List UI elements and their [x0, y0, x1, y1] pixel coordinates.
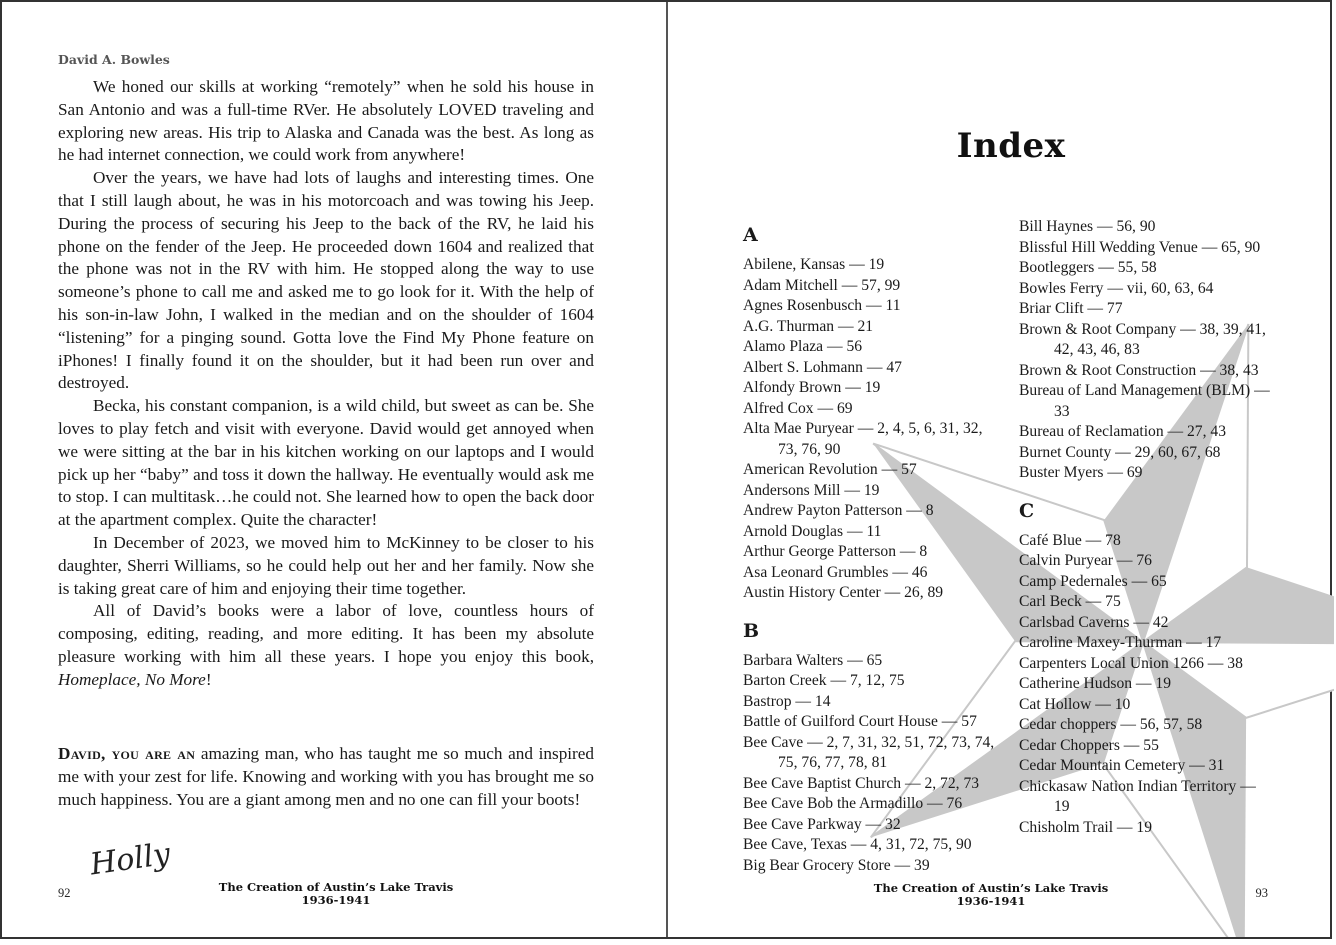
index-entry: American Revolution — 57	[743, 461, 917, 478]
index-entry: Bureau of Reclamation — 27, 43	[1019, 423, 1226, 440]
index-entry: Arnold Douglas — 11	[743, 522, 882, 540]
right-page	[668, 2, 1334, 937]
index-entry: Bee Cave — 2, 7, 31, 32, 51, 72, 73, 74, 75, 76, 77, 78, 81	[743, 733, 995, 771]
running-head: David A. Bowles	[58, 52, 170, 67]
footer-title	[841, 882, 1141, 908]
index-entry: Blissful Hill Wedding Venue — 65, 90	[1019, 238, 1261, 256]
section-gap	[743, 604, 1005, 612]
footer-title	[186, 881, 486, 907]
index-entry: Brown & Root Construction — 38, 43	[1019, 361, 1259, 379]
index-entry: Chickasaw Nation Indian Territory — 19	[1019, 777, 1256, 815]
footer-line: The Creation of Austin’s Lake Travis	[873, 881, 1109, 895]
index-entry: Bootleggers — 55, 58	[1019, 259, 1157, 276]
index-entry: Burnet County — 29, 60, 67, 68	[1019, 443, 1221, 461]
left-page	[2, 2, 668, 937]
paragraph: In December of 2023, we moved him to McKinney to be closer to his daughter, Sherri Williams, so he could help out her and her family. Now she is taking great care of him and enjoying their time together.	[58, 532, 594, 598]
index-entry: Andrew Payton Patterson — 8	[743, 502, 934, 519]
tribute	[58, 743, 594, 811]
index-entry: Alta Mae Puryear — 2, 4, 5, 6, 31, 32, 73, 76, 90	[743, 420, 983, 458]
footer-line: 1936-1941	[956, 894, 1026, 908]
index-entry: Caroline Maxey-Thurman — 17	[1019, 634, 1222, 651]
paragraph-end: !	[205, 669, 212, 689]
page-number: 92	[58, 886, 71, 900]
body-text	[58, 76, 594, 692]
index-entry: Bill Haynes — 56, 90	[1019, 218, 1156, 235]
index-entry: Alamo Plaza — 56	[743, 338, 863, 355]
index-entry: Buster Myers — 69	[1019, 464, 1143, 481]
index-entry: Bee Cave Baptist Church — 2, 72, 73	[743, 774, 980, 792]
page-number: 93	[1255, 886, 1268, 900]
index-entry: Battle of Guilford Court House — 57	[743, 713, 977, 730]
index-entry: Bureau of Land Management (BLM) — 33	[1019, 382, 1270, 420]
index-entry: Bowles Ferry — vii, 60, 63, 64	[1019, 279, 1214, 297]
index-letter-heading: C	[1019, 499, 1035, 522]
index-entry: Albert S. Lohmann — 47	[743, 358, 902, 376]
index-entry: Austin History Center — 26, 89	[743, 584, 944, 601]
index-entry: Cedar Choppers — 55	[1019, 736, 1159, 754]
paragraph: Over the years, we have had lots of laughs and interesting times. One that I still laugh about, he was in his motorcoach and was towing his Jeep. During the process of securing his Jeep to the back of the RV, he laid his phone on the fender of the Jeep. He proceeded down 1604 and realized that the phone was not in the RV with him. He stopped along the way to use someone’s phone to call me and asked me to go look for it. With the help of his son-in-law John, I walked in the median and on the shoulder of 1604 “listening” for a pinging sound. Gotta love the Find My Phone feature on iPhones! I finally found it on the shoulder, but it had been run over and destroyed.	[58, 168, 594, 393]
index-entry: Adam Mitchell — 57, 99	[743, 276, 901, 294]
index-entry: Café Blue — 78	[1019, 531, 1121, 549]
tribute-text: amazing man, who has taught me so much and inspired me with your zest for life. Knowing and working with you has brought me so much happiness. You are a giant among men and no one can fill your boots!	[58, 744, 595, 809]
index-entry: Cedar Mountain Cemetery — 31	[1019, 757, 1225, 774]
index-entry: Calvin Puryear — 76	[1019, 552, 1152, 569]
index-entry: A.G. Thurman — 21	[743, 317, 874, 335]
index-entry: Alfred Cox — 69	[743, 399, 853, 417]
index-entry: Asa Leonard Grumbles — 46	[743, 563, 928, 581]
paragraph: We honed our skills at working “remotely” when he sold his house in San Antonio and was a full-time RVer. He absolutely LOVED traveling and exploring new areas. His trip to Alaska and Canada was the best. As long as he had internet connection, we could work from anywhere!	[58, 77, 594, 165]
tribute-lead: David, you are an	[58, 744, 196, 763]
index-entry: Camp Pedernales — 65	[1019, 572, 1167, 590]
book-title: Homeplace, No More	[58, 669, 206, 689]
index-entry: Abilene, Kansas — 19	[743, 256, 885, 273]
paragraph	[58, 600, 594, 691]
index-entry: Carpenters Local Union 1266 — 38	[1019, 654, 1243, 672]
index-letter-heading: A	[743, 224, 758, 246]
index-entry: Andersons Mill — 19	[743, 481, 880, 499]
index-entry: Barbara Walters — 65	[743, 651, 883, 669]
index-entry: Barton Creek — 7, 12, 75	[743, 672, 905, 689]
paragraph-text: All of David’s books were a labor of love, countless hours of composing, editing, reading, and more editing. It has been my absolute pleasure working with him all these years. I hope you enjoy this book,	[58, 601, 594, 666]
index-entry: Chisholm Trail — 19	[1019, 818, 1153, 836]
index-entry: Big Bear Grocery Store — 39	[743, 856, 930, 874]
index-entry: Bee Cave Parkway — 32	[743, 815, 901, 833]
index-title: Index	[956, 126, 1066, 166]
index-entry: Arthur George Patterson — 8	[743, 543, 928, 560]
index-entry: Cedar choppers — 56, 57, 58	[1019, 716, 1203, 733]
tribute-paragraph	[58, 743, 594, 811]
index-entry: Briar Clift — 77	[1019, 300, 1123, 317]
index-column-1	[743, 216, 1005, 876]
index-entry: Catherine Hudson — 19	[1019, 675, 1172, 692]
index-entry: Bastrop — 14	[743, 692, 831, 710]
footer-line: 1936-1941	[301, 893, 371, 907]
index-entry: Bee Cave Bob the Armadillo — 76	[743, 795, 963, 812]
index-entry: Cat Hollow — 10	[1019, 695, 1131, 713]
index-column-2	[1019, 217, 1274, 838]
index-entry: Bee Cave, Texas — 4, 31, 72, 75, 90	[743, 836, 972, 853]
index-entry: Carl Beck — 75	[1019, 593, 1121, 610]
paragraph: Becka, his constant companion, is a wild child, but sweet as can be. She loves to play fetch and visit with everyone. David would get annoyed when we were sitting at the bar in his kitchen working on our laptops and I would pick up her “baby” and toss it down the hallway. He eventually would ask me to stop. I can multitask…he could not. She learned how to open the back door at the apartment complex. Quite the character!	[58, 396, 594, 530]
index-entry: Brown & Root Company — 38, 39, 41, 42, 43, 46, 83	[1019, 320, 1266, 358]
signature: Holly	[87, 836, 173, 883]
section-gap	[1019, 484, 1274, 492]
index-entry: Agnes Rosenbusch — 11	[743, 297, 901, 314]
index-entry: Carlsbad Caverns — 42	[1019, 613, 1169, 631]
footer-line: The Creation of Austin’s Lake Travis	[218, 880, 454, 894]
index-entry: Alfondy Brown — 19	[743, 379, 881, 396]
index-letter-heading: B	[743, 619, 760, 642]
